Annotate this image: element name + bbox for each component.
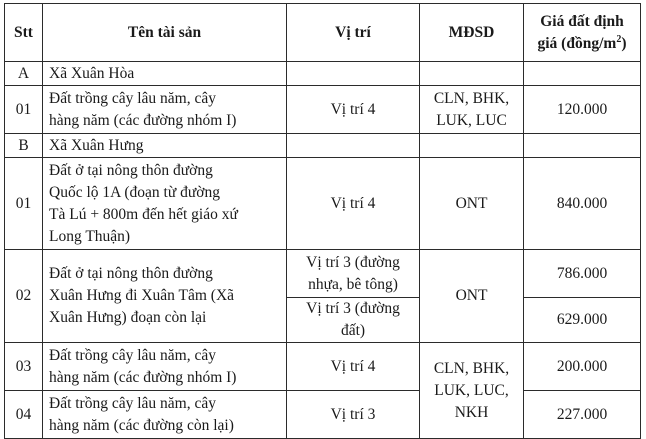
row-price: 786.000: [524, 250, 641, 298]
row-stt: 03: [5, 343, 43, 391]
table-row: [5, 158, 641, 250]
row-name-line: Xuân Hưng đi Xuân Tâm (Xã: [49, 287, 235, 304]
row-usage-line: CLN, BHK,: [433, 89, 510, 107]
row-name-line: Tà Lú + 800m đến hết giáo xứ: [49, 205, 238, 223]
table-header-row: [5, 4, 641, 62]
row-price: 200.000: [524, 343, 641, 391]
empty-cell: [524, 134, 641, 158]
row-name-line: hàng năm (các đường nhóm I): [49, 368, 237, 386]
empty-cell: [287, 134, 420, 158]
header-price-line2: giá (đồng/m: [537, 34, 617, 52]
header-stt: Stt: [5, 4, 43, 62]
empty-cell: [420, 134, 524, 158]
row-name-line: hàng năm (các đường còn lại): [49, 416, 234, 434]
row-stt: 02: [5, 250, 43, 343]
row-usage: ONT: [420, 158, 524, 250]
table-row: [5, 391, 641, 439]
row-price: 120.000: [524, 86, 641, 134]
section-row-a: [5, 62, 641, 86]
section-code: A: [5, 62, 43, 86]
table-row: [5, 86, 641, 134]
row-usage-line: CLN, BHK,: [433, 359, 510, 377]
row-name-line: hàng năm (các đường nhóm I): [49, 111, 237, 129]
header-price-sup: 2: [616, 33, 622, 45]
empty-cell: [524, 62, 641, 86]
header-name: Tên tài sản: [43, 4, 287, 62]
row-location: Vị trí 4: [287, 86, 420, 134]
row-name: [43, 250, 287, 343]
row-name-line: Đất ở tại nông thôn đường: [49, 265, 213, 282]
row-stt: 01: [5, 86, 43, 134]
land-price-table: [4, 3, 641, 439]
row-price: 227.000: [524, 391, 641, 439]
row-location-line: Vị trí 3 (đường: [306, 253, 400, 271]
row-location: [287, 250, 420, 298]
row-location: Vị trí 4: [287, 343, 420, 391]
row-usage-line: LUK, LUC: [436, 111, 507, 129]
row-name-line: Quốc lộ 1A (đoạn từ đường: [49, 183, 220, 201]
row-name: [43, 343, 287, 391]
header-price-close: ): [621, 34, 627, 52]
row-stt: 01: [5, 158, 43, 250]
row-usage-shared: [420, 343, 524, 439]
header-price-line1: Giá đất định: [540, 12, 624, 30]
row-price: 629.000: [524, 298, 641, 343]
row-name-line: Đất trồng cây lâu năm, cây: [49, 89, 216, 107]
section-title: Xã Xuân Hòa: [43, 62, 287, 86]
table-row: [5, 343, 641, 391]
section-row-b: [5, 134, 641, 158]
section-title: Xã Xuân Hưng: [43, 134, 287, 158]
header-usage: MĐSD: [420, 4, 524, 62]
header-location: Vị trí: [287, 4, 420, 62]
row-name: [43, 158, 287, 250]
row-usage: ONT: [420, 250, 524, 343]
row-name: [43, 391, 287, 439]
row-name-line: Đất ở tại nông thôn đường: [49, 161, 213, 179]
row-name-line: Đất trồng cây lâu năm, cây: [49, 394, 216, 412]
empty-cell: [420, 62, 524, 86]
row-usage-line: NKH: [454, 403, 489, 421]
row-name-line: Long Thuận): [49, 227, 131, 245]
row-location: Vị trí 4: [287, 158, 420, 250]
header-price: [524, 4, 641, 62]
row-stt: 04: [5, 391, 43, 439]
empty-cell: [287, 62, 420, 86]
row-location-line: nhựa, bê tông): [308, 275, 398, 293]
row-usage-line: LUK, LUC,: [434, 381, 509, 399]
row-name-line: Xuân Hưng) đoạn còn lại: [49, 309, 207, 326]
section-code: B: [5, 134, 43, 158]
table-row: [5, 250, 641, 298]
row-location: Vị trí 3: [287, 391, 420, 439]
row-price: 840.000: [524, 158, 641, 250]
row-name: [43, 86, 287, 134]
row-usage: [420, 86, 524, 134]
row-location: Vị trí 3 (đường đất): [287, 298, 420, 343]
row-name-line: Đất trồng cây lâu năm, cây: [49, 346, 216, 364]
